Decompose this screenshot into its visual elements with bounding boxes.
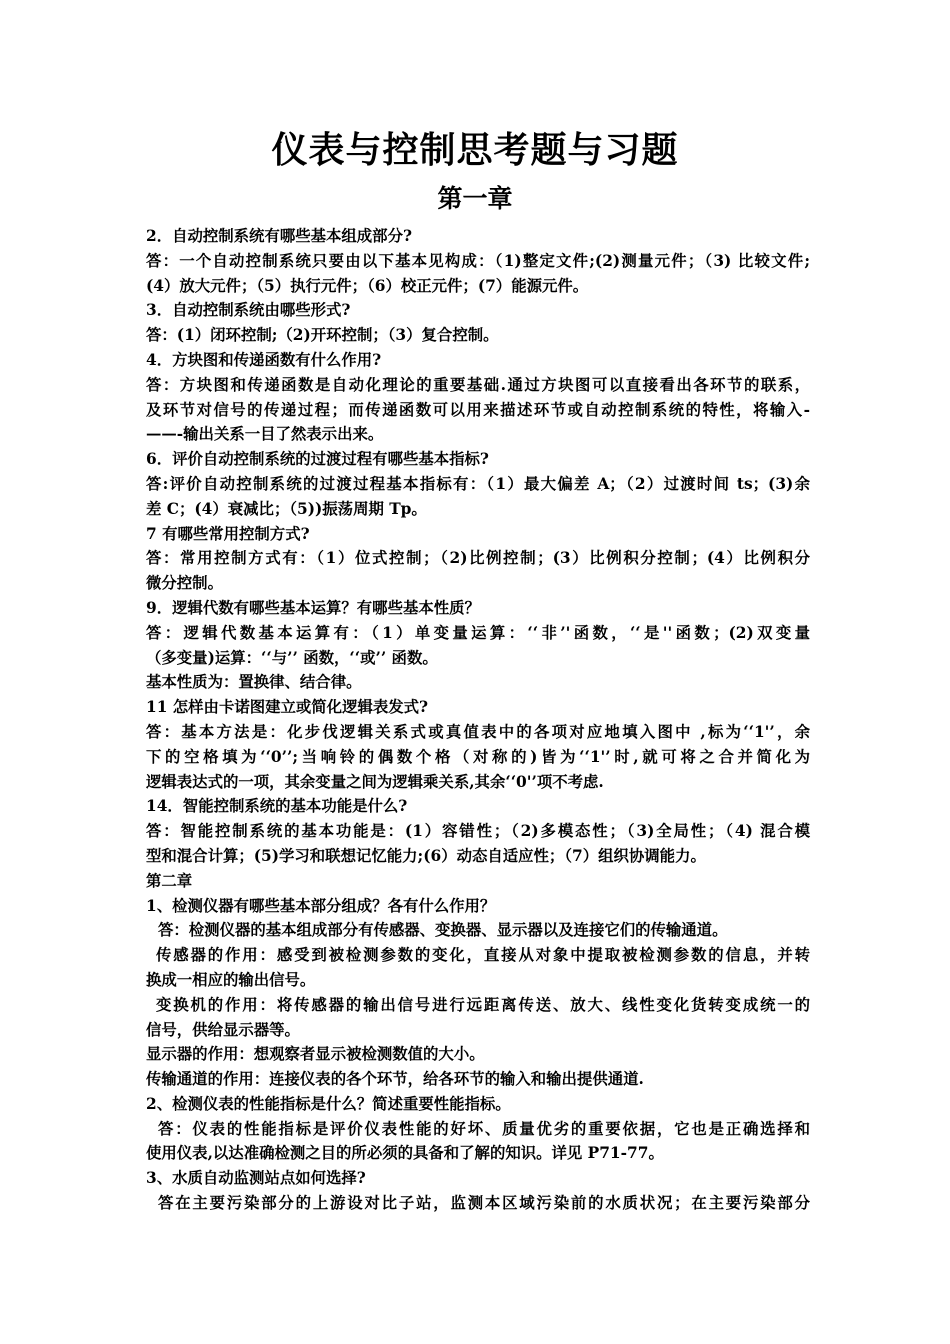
document-body [146, 224, 810, 1216]
text-line: 换成一相应的输出信号。 [146, 970, 316, 989]
text-line: 答：智能控制系统的基本功能是：(1）容错性；（2)多模态性；（3)全局性；（4) 混合模 [146, 822, 810, 841]
text-line: 3．自动控制系统由哪些形式? [146, 301, 351, 320]
text-line: 答：一个自动控制系统只要由以下基本见构成：（1)整定文件;(2)测量元件；（3) 比较文件; [146, 251, 810, 270]
text-line: 1、检测仪器有哪些基本部分组成？各有什么作用？ [146, 896, 496, 915]
text-line: 答:评价自动控制系统的过渡过程基本指标有：（1）最大偏差 A；（2）过渡时间 ts；(3)余 [146, 474, 810, 493]
text-line: 传感器的作用：感受到被检测参数的变化，直接从对象中提取被检测参数的信息，并转 [156, 946, 810, 965]
text-line: ——-输出关系一目了然表示出来。 [146, 425, 384, 444]
text-line: 差 C；(4）衰减比；（5))振荡周期 Tp。 [146, 499, 427, 518]
text-line: 下的空格填为‘‘0’’;当响铃的偶数个格（对称的)皆为‘‘1'’时,就可将之合并简化为 [146, 747, 810, 766]
text-line: 4．方块图和传递函数有什么作用? [146, 350, 382, 369]
text-line: 基本性质为：置换律、结合律。 [146, 673, 362, 692]
text-line: 答：常用控制方式有：（1）位式控制；（2)比例控制；(3）比例积分控制；(4）比例积分 [146, 549, 810, 568]
text-line: 传输通道的作用：连接仪表的各个环节，给各环节的输入和输出提供通道. [146, 1070, 644, 1089]
text-line: （多变量)运算：‘‘与’’ 函数，‘‘或’’ 函数。 [146, 648, 438, 667]
text-line: 逻辑表达式的一项，其余变量之间为逻辑乘关系,其余‘‘0'’项不考虑. [146, 772, 604, 791]
text-line: 3、水质自动监测站点如何选择? [146, 1169, 366, 1188]
text-line: 答：仪表的性能指标是评价仪表性能的好坏、质量优劣的重要依据，它也是正确选择和 [158, 1119, 810, 1138]
text-line: (4）放大元件；（5）执行元件；（6）校正元件；(7）能源元件。 [146, 276, 589, 295]
text-line: 2、检测仪表的性能指标是什么？简述重要性能指标。 [146, 1094, 511, 1113]
text-line: 答：(1）闭环控制;（2)开环控制；（3）复合控制。 [146, 326, 499, 345]
text-line: 答：基本方法是：化步伐逻辑关系式或真值表中的各项对应地填入图中 ,标为‘‘1'’，余 [146, 722, 810, 741]
text-line: 2．自动控制系统有哪些基本组成部分? [146, 227, 412, 245]
text-line: 显示器的作用：想观察者显示被检测数值的大小。 [146, 1045, 485, 1064]
document-title: 仪表与控制思考题与习题 [271, 129, 679, 171]
text-line: 答：方块图和传递函数是自动化理论的重要基础.通过方块图可以直接看出各环节的联系， [146, 375, 810, 394]
text-line: 型和混合计算；(5)学习和联想记忆能力;(6）动态自适应性；（7）组织协调能力。 [146, 846, 706, 865]
text-line: 6．评价自动控制系统的过渡过程有哪些基本指标? [146, 450, 489, 469]
text-line: 答在主要污染部分的上游设对比子站，监测本区域污染前的水质状况；在主要污染部分 [158, 1194, 810, 1213]
text-line: 第二章 [146, 871, 193, 890]
text-line: 变换机的作用：将传感器的输出信号进行远距离传送、放大、线性变化货转变成统一的 [156, 995, 810, 1014]
text-line: 答：逻辑代数基本运算有：（1）单变量运算：‘‘非’'函数，‘‘是''函数；(2)双变量 [146, 623, 810, 642]
text-line: 信号，供给显示器等。 [146, 1020, 300, 1039]
text-line: 9．逻辑代数有哪些基本运算？有哪些基本性质？ [146, 598, 480, 617]
text-line: 7 有哪些常用控制方式? [146, 524, 310, 543]
text-line: 14．智能控制系统的基本功能是什么? [146, 797, 408, 816]
text-line: 11 怎样由卡诺图建立或简化逻辑表发式? [146, 698, 429, 717]
text-line: 答：检测仪器的基本组成部分有传感器、变换器、显示器以及连接它们的传输通道。 [158, 921, 728, 940]
text-line: 及环节对信号的传递过程；而传递函数可以用来描述环节或自动控制系统的特性，将输入- [146, 400, 810, 419]
chapter-heading: 第一章 [437, 184, 513, 213]
text-line: 微分控制。 [146, 574, 223, 593]
text-line: 使用仪表,以达准确检测之目的所必须的具备和了解的知识。详见 P71-77。 [146, 1144, 664, 1163]
